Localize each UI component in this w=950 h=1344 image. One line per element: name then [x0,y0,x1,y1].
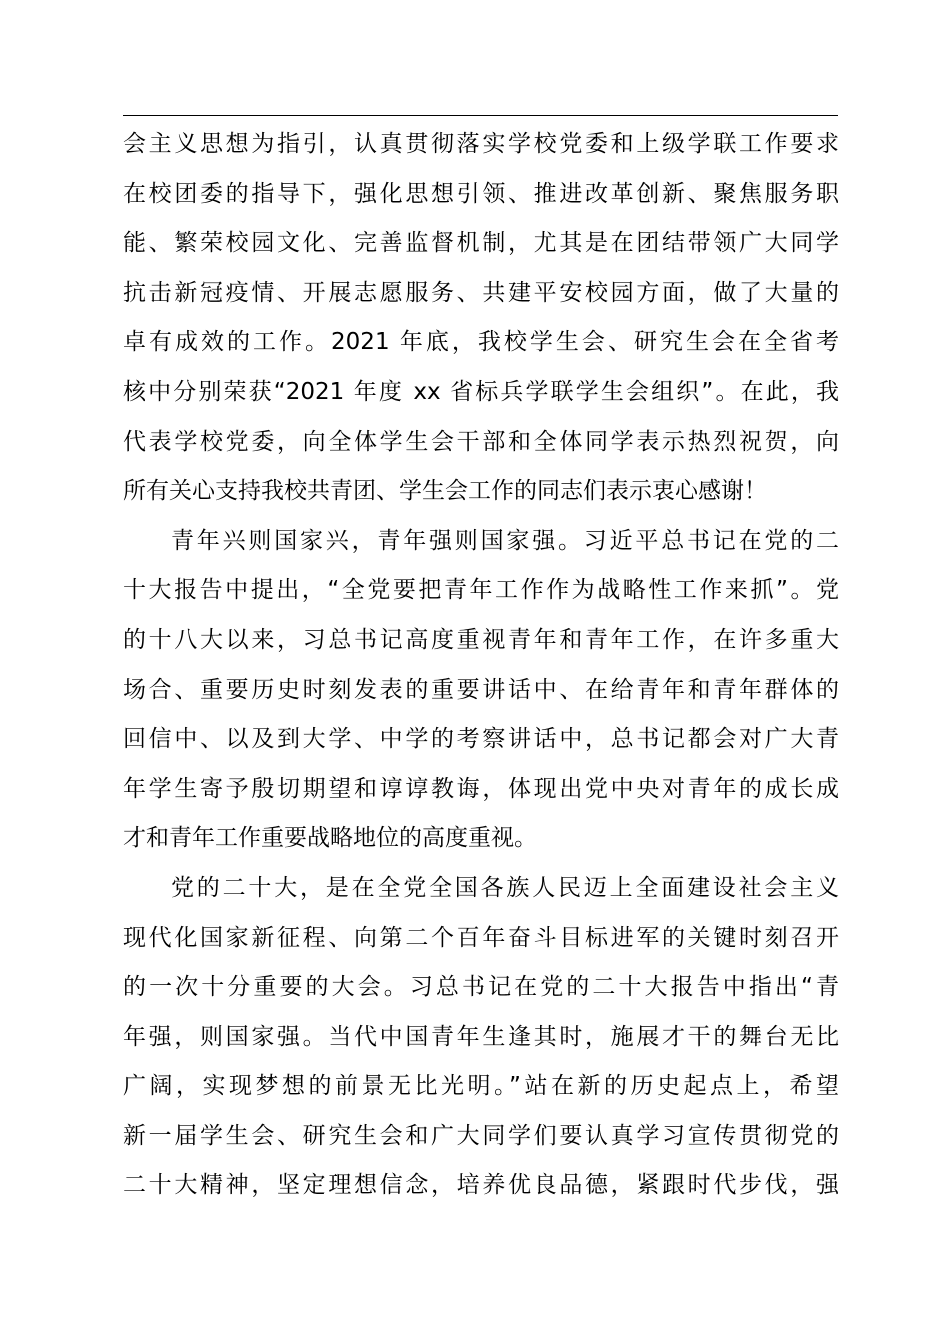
text-line: 新一届学生会、研究生会和广大同学们要认真学习宣传贯彻党的 [123,1122,839,1149]
text-line: 年强，则国家强。当代中国青年生逢其时，施展才干的舞台无比 [123,1023,839,1050]
text-line: 代表学校党委，向全体学生会干部和全体同学表示热烈祝贺，向 [123,428,839,455]
text-line: 所有关心支持我校共青团、学生会工作的同志们表示衷心感谢！ [123,478,767,505]
body-text [123,120,839,1211]
text-line: 年学生寄予殷切期望和谆谆教诲，体现出党中央对青年的成长成 [123,775,839,802]
text-line: 广阔，实现梦想的前景无比光明。”站在新的历史起点上，希望 [123,1073,839,1100]
text-line: 二十大精神，坚定理想信念，培养优良品德，紧跟时代步伐，强 [123,1172,839,1199]
text-line: 十大报告中提出，“全党要把青年工作作为战略性工作来抓”。党 [123,577,839,604]
header-rule [123,115,838,116]
text-line: 抗击新冠疫情、开展志愿服务、共建平安校园方面，做了大量的 [123,279,839,306]
text-line: 卓有成效的工作。2021 年底，我校学生会、研究生会在全省考 [123,329,839,356]
text-line: 的一次十分重要的大会。习总书记在党的二十大报告中指出“青 [123,974,839,1001]
text-line: 会主义思想为指引，认真贯彻落实学校党委和上级学联工作要求 [123,131,839,157]
text-line: 核中分别荣获“2021 年度 xx 省标兵学联学生会组织”。在此，我 [123,378,839,405]
text-line: 才和青年工作重要战略地位的高度重视。 [123,825,537,852]
paragraph-first-line: 青年兴则国家兴，青年强则国家强。习近平总书记在党的二 [171,527,839,554]
text-line: 的十八大以来，习总书记高度重视青年和青年工作，在许多重大 [123,626,839,653]
text-line: 现代化国家新征程、向第二个百年奋斗目标进军的关键时刻召开 [123,924,839,951]
text-line: 能、繁荣校园文化、完善监督机制，尤其是在团结带领广大同学 [123,230,839,257]
paragraph-first-line: 党的二十大，是在全党全国各族人民迈上全面建设社会主义 [171,874,839,901]
text-line: 回信中、以及到大学、中学的考察讲话中，总书记都会对广大青 [123,726,839,753]
text-line: 场合、重要历史时刻发表的重要讲话中、在给青年和青年群体的 [123,676,839,703]
text-line: 在校团委的指导下，强化思想引领、推进改革创新、聚焦服务职 [123,180,839,207]
